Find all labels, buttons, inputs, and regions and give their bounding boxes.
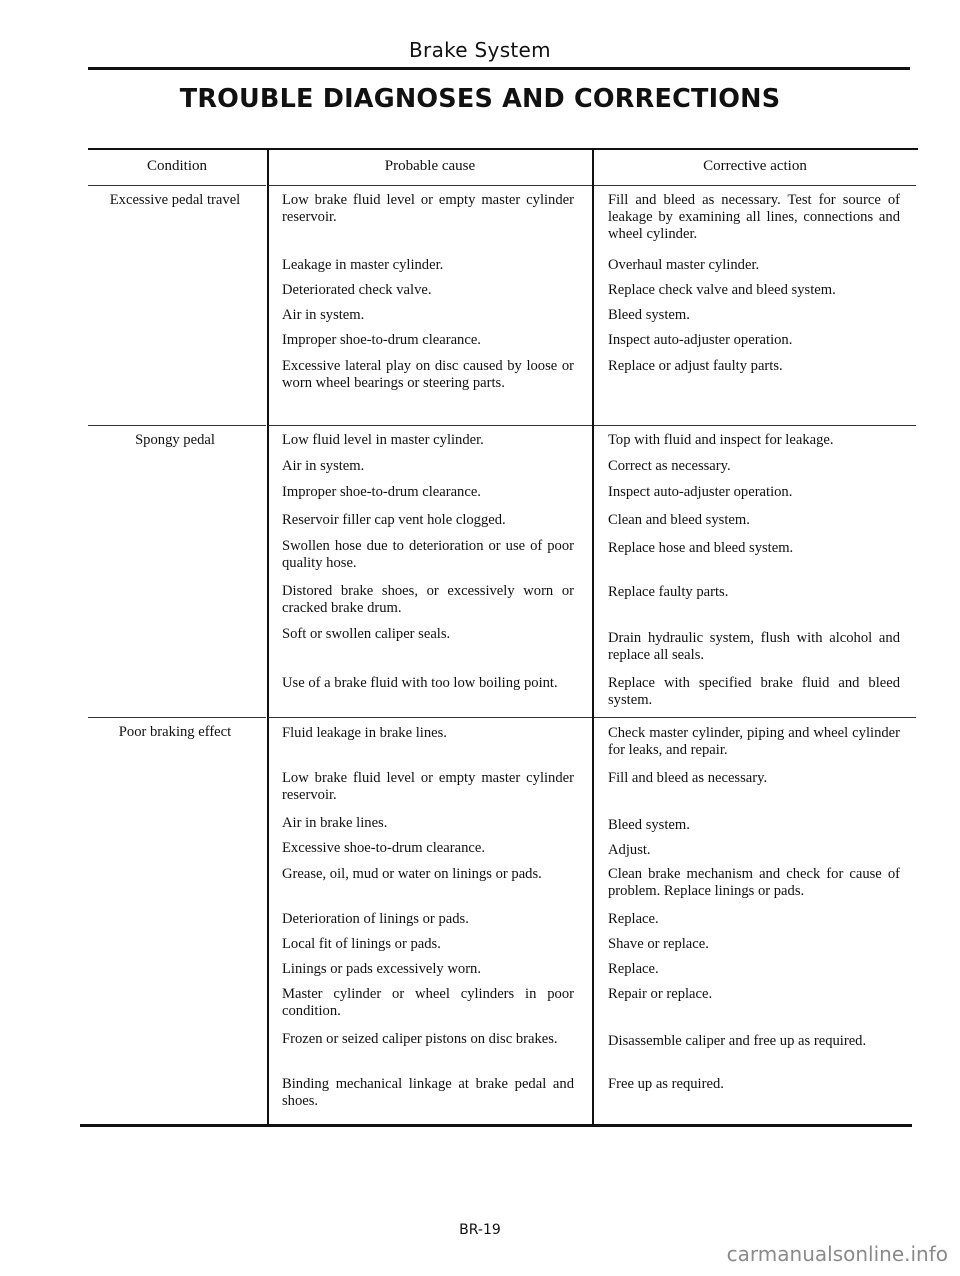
cause-cell: Air in system. — [282, 458, 365, 474]
page-title: TROUBLE DIAGNOSES AND CORRECTIONS — [179, 84, 781, 114]
cause-cell: Grease, oil, mud or water on linings or pads. — [282, 866, 542, 882]
header-rule-action — [594, 185, 916, 186]
cause-cell: Air in brake lines. — [282, 815, 388, 831]
cause-cell: Frozen or seized caliper pistons on disc brakes. — [282, 1031, 558, 1047]
table-bottom-rule — [80, 1124, 912, 1127]
action-cell: Clean and bleed system. — [608, 512, 750, 528]
condition-cell: Poor braking effect — [118, 724, 232, 740]
action-cell: Shave or replace. — [608, 936, 709, 952]
cause-cell: Deterioration of linings or pads. — [282, 911, 469, 927]
group-divider — [88, 717, 266, 718]
group-divider — [594, 425, 916, 426]
cause-cell: Soft or swollen caliper seals. — [282, 626, 451, 642]
cause-cell: Master cylinder or wheel cylinders in poor condition. — [282, 986, 574, 1019]
condition-cell: Excessive pedal travel — [109, 192, 241, 208]
cause-cell: Distored brake shoes, or excessively worn or cracked brake drum. — [282, 583, 574, 616]
action-cell: Bleed system. — [608, 817, 690, 833]
group-divider — [268, 717, 592, 718]
cause-cell: Improper shoe-to-drum clearance. — [282, 332, 481, 348]
action-cell: Drain hydraulic system, flush with alcohol and replace all seals. — [608, 630, 900, 663]
cause-cell: Excessive shoe-to-drum clearance. — [282, 840, 486, 856]
action-cell: Replace or adjust faulty parts. — [608, 358, 783, 374]
cause-cell: Excessive lateral play on disc caused by loose or worn wheel bearings or steering parts. — [282, 358, 574, 391]
condition-cell: Spongy pedal — [135, 432, 215, 448]
header-rule-condition — [88, 185, 266, 186]
cause-cell: Improper shoe-to-drum clearance. — [282, 484, 481, 500]
action-cell: Clean brake mechanism and check for cause of problem. Replace linings or pads. — [608, 866, 900, 899]
action-cell: Overhaul master cylinder. — [608, 257, 760, 273]
column-divider — [592, 148, 594, 1124]
header-rule — [88, 67, 910, 70]
action-cell: Top with fluid and inspect for leakage. — [608, 432, 834, 448]
action-cell: Inspect auto-adjuster operation. — [608, 332, 793, 348]
cause-cell: Binding mechanical linkage at brake pedal and shoes. — [282, 1076, 574, 1109]
cause-cell: Use of a brake fluid with too low boiling point. — [282, 675, 558, 691]
cause-cell: Low brake fluid level or empty master cylinder reservoir. — [282, 192, 574, 225]
action-cell: Inspect auto-adjuster operation. — [608, 484, 793, 500]
column-header-condition: Condition — [146, 158, 207, 174]
table-top-rule — [88, 148, 918, 150]
column-divider — [267, 148, 269, 1124]
cause-cell: Linings or pads excessively worn. — [282, 961, 482, 977]
action-cell: Check master cylinder, piping and wheel cylinder for leaks, and repair. — [608, 725, 900, 758]
action-cell: Replace. — [608, 961, 659, 977]
action-cell: Replace faulty parts. — [608, 584, 729, 600]
cause-cell: Swollen hose due to deterioration or use of poor quality hose. — [282, 538, 574, 571]
watermark: carmanualsonline.info — [726, 1242, 948, 1266]
header-rule-cause — [268, 185, 592, 186]
cause-cell: Leakage in master cylinder. — [282, 257, 444, 273]
action-cell: Bleed system. — [608, 307, 690, 323]
group-divider — [594, 717, 916, 718]
action-cell: Fill and bleed as necessary. — [608, 770, 768, 786]
cause-cell: Deteriorated check valve. — [282, 282, 432, 298]
column-header-corrective-action: Corrective action — [703, 158, 807, 174]
action-cell: Correct as necessary. — [608, 458, 731, 474]
cause-cell: Local fit of linings or pads. — [282, 936, 441, 952]
cause-cell: Low fluid level in master cylinder. — [282, 432, 484, 448]
group-divider — [88, 425, 266, 426]
cause-cell: Air in system. — [282, 307, 365, 323]
action-cell: Replace check valve and bleed system. — [608, 282, 836, 298]
page-number: BR-19 — [459, 1222, 501, 1238]
action-cell: Replace hose and bleed system. — [608, 540, 794, 556]
section-header: Brake System — [409, 38, 551, 62]
column-header-probable-cause: Probable cause — [384, 158, 476, 174]
group-divider — [268, 425, 592, 426]
action-cell: Fill and bleed as necessary. Test for source of leakage by examining all lines, connections and wheel cylinder. — [608, 192, 900, 242]
action-cell: Disassemble caliper and free up as required. — [608, 1033, 867, 1049]
action-cell: Adjust. — [608, 842, 651, 858]
cause-cell: Reservoir filler cap vent hole clogged. — [282, 512, 506, 528]
action-cell: Free up as required. — [608, 1076, 724, 1092]
cause-cell: Fluid leakage in brake lines. — [282, 725, 447, 741]
action-cell: Replace. — [608, 911, 659, 927]
action-cell: Repair or replace. — [608, 986, 713, 1002]
action-cell: Replace with specified brake fluid and bleed system. — [608, 675, 900, 708]
cause-cell: Low brake fluid level or empty master cylinder reservoir. — [282, 770, 574, 803]
